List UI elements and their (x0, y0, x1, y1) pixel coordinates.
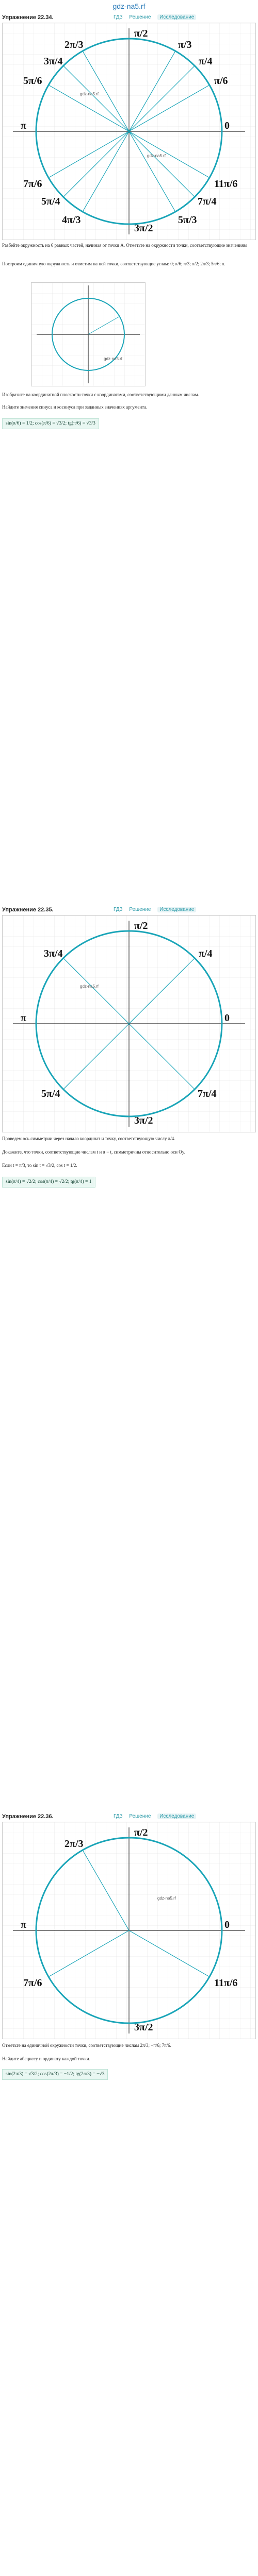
solution-link[interactable]: Решение (129, 1814, 151, 1819)
label-pi-2: π/2 (134, 920, 148, 931)
label-pi-2: π/2 (134, 1827, 148, 1838)
label-4pi-3: 4π/3 (62, 214, 81, 226)
paragraph: Разбейте окружность на 6 равных частей, начиная от точки A. Отметьте на окружности точки, соответствующие значениям (2, 243, 247, 248)
watermark: gdz-na5.rf (80, 984, 99, 989)
answer-box: sin(π/4) = √2/2; cos(π/4) = √2/2; tg(π/4) = 1 (2, 1177, 95, 1188)
answer-box: sin(π/6) = 1/2; cos(π/6) = √3/2; tg(π/6) = √3/3 (2, 418, 99, 429)
paragraph: Построим единичную окружность и отметим на ней точки, соответствующие углам: 0; π/6; π/3; π/2; 2π/3; 5π/6; π. (2, 261, 225, 266)
site-name[interactable]: gdz-na5.rf (112, 2, 146, 10)
label-pi-4: π/4 (199, 948, 213, 959)
label-3pi-4: 3π/4 (44, 56, 63, 67)
label-pi: π (21, 1012, 26, 1024)
label-pi-6: π/6 (214, 75, 228, 87)
label-7pi-6: 7π/6 (23, 1977, 42, 1989)
label-2pi-3: 2π/3 (64, 39, 84, 50)
small-circle-diagram (31, 282, 146, 386)
paragraph: Изобразите на координатной плоскости точки с координатами, соответствующими данным числам. (2, 392, 199, 397)
label-7pi-6: 7π/6 (23, 178, 42, 190)
paragraph: Если t = π/3, то sin t = √3/2, cos t = 1/2. (2, 1163, 77, 1168)
solution-link[interactable]: Решение (129, 14, 151, 20)
label-3pi-2: 3π/2 (134, 1115, 153, 1126)
exercise-links (114, 14, 201, 20)
gdz-link[interactable]: ГДЗ (114, 907, 123, 912)
label-pi: π (21, 120, 26, 131)
watermark: gdz-na5.rf (157, 1896, 176, 1901)
exercise-links (114, 1814, 201, 1819)
label-5pi-4: 5π/4 (41, 196, 60, 207)
paragraph: Найдите значения синуса и косинуса при заданных значениях аргумента. (2, 404, 148, 410)
label-2pi-3: 2π/3 (64, 1838, 84, 1850)
unit-circle-diagram (2, 23, 256, 240)
exercise-links (114, 907, 201, 912)
label-pi: π (21, 1919, 26, 1930)
paragraph: Проведем ось симметрии через начало координат и точку, соответствующую числу π/4. (2, 1136, 175, 1141)
gdz-link[interactable]: ГДЗ (114, 14, 123, 20)
paragraph: Отметьте на единичной окружности точки, соответствующие числам 2π/3; −π/6; 7π/6. (2, 2043, 171, 2048)
label-5pi-6: 5π/6 (23, 75, 42, 87)
label-pi-3: π/3 (178, 39, 192, 50)
label-11pi-6: 11π/6 (214, 1977, 238, 1989)
answer-box: sin(2π/3) = √3/2; cos(2π/3) = −1/2; tg(2π/3) = −√3 (2, 2069, 108, 2080)
label-3pi-2: 3π/2 (134, 223, 153, 234)
site-header (0, 0, 258, 10)
research-tag: Исследование (157, 1814, 196, 1819)
research-tag: Исследование (157, 14, 196, 20)
exercise-title: Упражнение 22.35. (2, 907, 54, 913)
exercise-title: Упражнение 22.34. (2, 14, 54, 21)
label-7pi-4: 7π/4 (198, 196, 217, 207)
label-3pi-2: 3π/2 (134, 2022, 153, 2033)
label-pi-2: π/2 (134, 28, 148, 39)
solution-link[interactable]: Решение (129, 907, 151, 912)
label-5pi-3: 5π/3 (178, 214, 197, 226)
watermark: gdz-na5.rf (80, 92, 99, 96)
label-zero: 0 (224, 1012, 230, 1024)
label-3pi-4: 3π/4 (44, 948, 63, 959)
gdz-link[interactable]: ГДЗ (114, 1814, 123, 1819)
paragraph: Докажите, что точки, соответствующие числам t и π − t, симметричны относительно оси Oy. (2, 1149, 185, 1155)
paragraph: Найдите абсциссу и ординату каждой точки. (2, 2056, 90, 2061)
label-zero: 0 (224, 120, 230, 131)
watermark: gdz-na5.rf (147, 154, 166, 158)
label-11pi-6: 11π/6 (214, 178, 238, 190)
label-5pi-4: 5π/4 (41, 1088, 60, 1099)
unit-circle-diagram (2, 1822, 256, 2039)
label-zero: 0 (224, 1919, 230, 1930)
watermark: gdz-na5.rf (104, 357, 123, 361)
exercise-title: Упражнение 22.36. (2, 1814, 54, 1820)
unit-circle-diagram (2, 915, 256, 1132)
research-tag: Исследование (157, 907, 196, 912)
label-7pi-4: 7π/4 (198, 1088, 217, 1099)
label-pi-4: π/4 (199, 56, 213, 67)
